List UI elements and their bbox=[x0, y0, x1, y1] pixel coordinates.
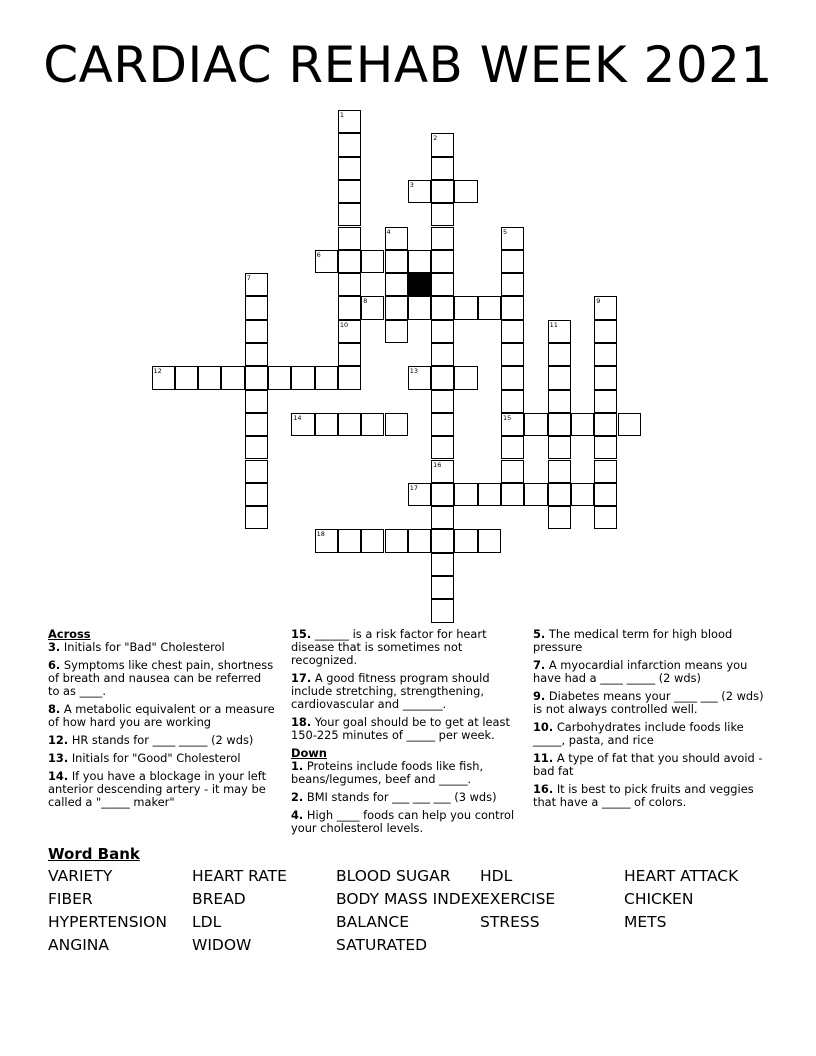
clue-number: 2 bbox=[433, 134, 438, 143]
word-bank-title: Word Bank bbox=[48, 845, 140, 863]
clue-number: 17 bbox=[409, 483, 419, 492]
grid-cell[interactable] bbox=[431, 553, 454, 576]
grid-cell[interactable] bbox=[501, 413, 524, 436]
grid-cell[interactable] bbox=[338, 203, 361, 226]
clue-down-11: 11. A type of fat that you should avoid - bad fat bbox=[533, 751, 763, 778]
grid-cell[interactable] bbox=[431, 436, 454, 459]
grid-cell[interactable] bbox=[594, 320, 617, 343]
grid-cell[interactable] bbox=[594, 436, 617, 459]
clue-down-5: 5. The medical term for high blood pressure bbox=[533, 627, 733, 654]
grid-cell[interactable] bbox=[245, 436, 268, 459]
grid-cell[interactable] bbox=[431, 390, 454, 413]
clue-number: 12 bbox=[153, 367, 162, 376]
grid-cell[interactable] bbox=[548, 413, 571, 436]
grid-cell[interactable] bbox=[245, 343, 268, 366]
grid-cell[interactable] bbox=[385, 413, 408, 436]
clue-across-6: 6. Symptoms like chest pain, shortness of breath and nausea can be referred to as ____. bbox=[48, 658, 274, 698]
grid-cell[interactable] bbox=[431, 180, 454, 203]
grid-cell[interactable] bbox=[431, 133, 454, 156]
grid-cell[interactable] bbox=[431, 576, 454, 599]
grid-cell[interactable] bbox=[385, 273, 408, 296]
clue-down-7: 7. A myocardial infarction means you have had a ____ _____ (2 wds) bbox=[533, 658, 748, 685]
grid-cell[interactable] bbox=[385, 296, 408, 319]
word-bank-item: STRESS bbox=[480, 913, 540, 931]
word-bank-item: BREAD bbox=[192, 890, 246, 908]
word-bank-item: METS bbox=[624, 913, 667, 931]
word-bank-item: HEART RATE bbox=[192, 867, 287, 885]
grid-cell[interactable] bbox=[245, 506, 268, 529]
clue-number: 5 bbox=[503, 227, 508, 236]
grid-cell[interactable] bbox=[245, 320, 268, 343]
grid-cell[interactable] bbox=[501, 227, 524, 250]
grid-cell[interactable] bbox=[571, 483, 594, 506]
grid-cell[interactable] bbox=[338, 343, 361, 366]
grid-cell[interactable] bbox=[478, 483, 501, 506]
grid-cell[interactable] bbox=[431, 460, 454, 483]
word-bank-item: BALANCE bbox=[336, 913, 410, 931]
grid-cell[interactable] bbox=[454, 366, 477, 389]
grid-cell[interactable] bbox=[315, 250, 338, 273]
grid-cell[interactable] bbox=[338, 273, 361, 296]
word-bank-item: BODY MASS INDEX bbox=[336, 890, 482, 908]
word-bank-item: FIBER bbox=[48, 890, 93, 908]
word-bank-item: HDL bbox=[480, 867, 513, 885]
clue-number: 13 bbox=[409, 367, 419, 376]
grid-cell[interactable] bbox=[361, 413, 384, 436]
grid-cell[interactable] bbox=[408, 529, 431, 552]
grid-cell[interactable] bbox=[594, 366, 617, 389]
word-bank-item: WIDOW bbox=[192, 936, 252, 954]
grid-cell[interactable] bbox=[291, 413, 314, 436]
grid-cell[interactable] bbox=[548, 390, 571, 413]
grid-cell[interactable] bbox=[315, 366, 338, 389]
grid-cell[interactable] bbox=[361, 250, 384, 273]
grid-cell[interactable] bbox=[548, 436, 571, 459]
clue-down-1: 1. Proteins include foods like fish, beans/legumes, beef and _____. bbox=[291, 759, 484, 786]
clue-number: 11 bbox=[549, 320, 558, 329]
grid-cell[interactable] bbox=[408, 366, 431, 389]
grid-cell[interactable] bbox=[338, 250, 361, 273]
grid-cell[interactable] bbox=[431, 273, 454, 296]
grid-cell[interactable] bbox=[338, 366, 361, 389]
clue-number: 7 bbox=[246, 274, 251, 283]
grid-cell[interactable] bbox=[501, 366, 524, 389]
grid-cell[interactable] bbox=[618, 413, 641, 436]
clue-number: 14 bbox=[293, 413, 302, 422]
grid-cell[interactable] bbox=[361, 296, 384, 319]
clues-column-3 bbox=[533, 628, 765, 814]
grid-cell[interactable] bbox=[501, 250, 524, 273]
clue-across-17: 17. A good fitness program should include stretching, strengthening, cardiovascular and _______. bbox=[291, 671, 490, 711]
clues-column-1 bbox=[48, 628, 276, 814]
word-bank-item: BLOOD SUGAR bbox=[336, 867, 451, 885]
grid-cell[interactable] bbox=[245, 296, 268, 319]
across-header: Across bbox=[48, 627, 91, 641]
grid-cell[interactable] bbox=[198, 366, 221, 389]
clue-across-3: 3. Initials for "Bad" Cholesterol bbox=[48, 640, 225, 654]
clue-number: 16 bbox=[433, 460, 442, 469]
grid-cell[interactable] bbox=[338, 157, 361, 180]
grid-cell[interactable] bbox=[221, 366, 244, 389]
grid-cell[interactable] bbox=[501, 273, 524, 296]
clue-number: 18 bbox=[316, 530, 325, 539]
grid-cell[interactable] bbox=[548, 320, 571, 343]
clue-number: 1 bbox=[339, 111, 345, 119]
grid-cell[interactable] bbox=[594, 343, 617, 366]
grid-cell[interactable] bbox=[501, 343, 524, 366]
grid-cell[interactable] bbox=[431, 483, 454, 506]
grid-cell[interactable] bbox=[501, 390, 524, 413]
grid-cell[interactable] bbox=[571, 413, 594, 436]
grid-cell[interactable] bbox=[454, 529, 477, 552]
clue-down-9: 9. Diabetes means your ____ ___ (2 wds) is not always controlled well. bbox=[533, 689, 764, 716]
grid-cell[interactable] bbox=[408, 180, 431, 203]
grid-cell[interactable] bbox=[501, 460, 524, 483]
clue-across-12: 12. HR stands for ____ _____ (2 wds) bbox=[48, 733, 254, 747]
grid-cell[interactable] bbox=[338, 413, 361, 436]
grid-cell[interactable] bbox=[315, 529, 338, 552]
grid-cell[interactable] bbox=[408, 483, 431, 506]
grid-cell[interactable] bbox=[454, 180, 477, 203]
clue-number: 8 bbox=[363, 297, 368, 306]
grid-cell[interactable] bbox=[431, 366, 454, 389]
clue-down-2: 2. BMI stands for ___ ___ ___ (3 wds) bbox=[291, 790, 497, 804]
grid-cell[interactable] bbox=[408, 250, 431, 273]
grid-cell[interactable] bbox=[385, 320, 408, 343]
grid-cell[interactable] bbox=[548, 460, 571, 483]
grid-cell[interactable] bbox=[385, 250, 408, 273]
grid-cell[interactable] bbox=[594, 483, 617, 506]
grid-cell[interactable] bbox=[594, 390, 617, 413]
clue-number: 15 bbox=[503, 413, 512, 422]
clue-number: 10 bbox=[339, 320, 349, 329]
clue-down-10: 10. Carbohydrates include foods like _____, pasta, and rice bbox=[533, 720, 744, 747]
grid-cell[interactable] bbox=[338, 296, 361, 319]
grid-cell[interactable] bbox=[431, 203, 454, 226]
grid-cell[interactable] bbox=[431, 157, 454, 180]
word-bank-item: VARIETY bbox=[48, 867, 113, 885]
grid-cell[interactable] bbox=[291, 366, 314, 389]
grid-cell[interactable] bbox=[501, 320, 524, 343]
grid-cell[interactable] bbox=[338, 133, 361, 156]
clue-across-18: 18. Your goal should be to get at least 150-225 minutes of _____ per week. bbox=[291, 715, 510, 742]
page-title: CARDIAC REHAB WEEK 2021 bbox=[43, 36, 773, 94]
clue-number: 4 bbox=[386, 227, 391, 236]
grid-cell[interactable] bbox=[501, 436, 524, 459]
grid-cell[interactable] bbox=[594, 296, 617, 319]
word-bank-item: SATURATED bbox=[336, 936, 428, 954]
clues-column-2 bbox=[291, 628, 517, 840]
grid-cell[interactable] bbox=[454, 483, 477, 506]
word-bank-item: HEART ATTACK bbox=[624, 867, 739, 885]
grid-cell[interactable] bbox=[431, 320, 454, 343]
grid-cell[interactable] bbox=[245, 413, 268, 436]
word-bank-item: CHICKEN bbox=[624, 890, 694, 908]
grid-cell[interactable] bbox=[245, 273, 268, 296]
grid-cell[interactable] bbox=[245, 366, 268, 389]
grid-cell[interactable] bbox=[548, 483, 571, 506]
grid-cell[interactable] bbox=[431, 413, 454, 436]
clue-down-4: 4. High ____ foods can help you control your cholesterol levels. bbox=[291, 808, 515, 835]
clue-across-14: 14. If you have a blockage in your left anterior descending artery - it may be called a "_____ maker" bbox=[48, 769, 267, 809]
grid-cell[interactable] bbox=[431, 296, 454, 319]
grid-cell[interactable] bbox=[385, 529, 408, 552]
grid-cell[interactable] bbox=[268, 366, 291, 389]
grid-cell[interactable] bbox=[175, 366, 198, 389]
grid-cell[interactable] bbox=[431, 506, 454, 529]
grid-cell[interactable] bbox=[594, 413, 617, 436]
word-bank-item: EXERCISE bbox=[480, 890, 556, 908]
grid-cell[interactable] bbox=[245, 390, 268, 413]
clue-number: 3 bbox=[409, 180, 414, 189]
grid-cell[interactable] bbox=[548, 506, 571, 529]
grid-cell[interactable] bbox=[478, 296, 501, 319]
word-bank-item: ANGINA bbox=[48, 936, 109, 954]
grid-cell[interactable] bbox=[431, 227, 454, 250]
grid-cell[interactable] bbox=[338, 529, 361, 552]
grid-cell[interactable] bbox=[501, 483, 524, 506]
grid-cell[interactable] bbox=[245, 483, 268, 506]
grid-cell[interactable] bbox=[594, 460, 617, 483]
blocked-cell bbox=[408, 273, 431, 296]
grid-cell[interactable] bbox=[431, 250, 454, 273]
grid-cell[interactable] bbox=[361, 529, 384, 552]
down-header: Down bbox=[291, 746, 327, 760]
grid-cell[interactable] bbox=[431, 599, 454, 622]
grid-cell[interactable] bbox=[338, 320, 361, 343]
grid-cell[interactable] bbox=[385, 227, 408, 250]
grid-cell[interactable] bbox=[431, 343, 454, 366]
word-bank-item: LDL bbox=[192, 913, 222, 931]
clue-across-15: 15. ______ is a risk factor for heart disease that is sometimes not recognized. bbox=[291, 627, 487, 667]
grid-cell[interactable] bbox=[338, 110, 361, 133]
grid-cell[interactable] bbox=[594, 506, 617, 529]
clue-down-16: 16. It is best to pick fruits and veggies that have a _____ of colors. bbox=[533, 782, 754, 809]
grid-cell[interactable] bbox=[408, 296, 431, 319]
grid-cell[interactable] bbox=[524, 413, 547, 436]
grid-cell[interactable] bbox=[245, 460, 268, 483]
grid-cell[interactable] bbox=[315, 413, 338, 436]
grid-cell[interactable] bbox=[454, 296, 477, 319]
clue-across-8: 8. A metabolic equivalent or a measure of how hard you are working bbox=[48, 702, 275, 729]
clue-number: 6 bbox=[316, 250, 321, 259]
clue-number: 9 bbox=[596, 297, 601, 306]
grid-cell[interactable] bbox=[501, 296, 524, 319]
grid-cell[interactable] bbox=[338, 180, 361, 203]
grid-cell[interactable] bbox=[478, 529, 501, 552]
grid-cell[interactable] bbox=[548, 343, 571, 366]
word-bank-item: HYPERTENSION bbox=[48, 913, 167, 931]
grid-cell[interactable] bbox=[548, 366, 571, 389]
grid-cell[interactable] bbox=[524, 483, 547, 506]
clue-across-13: 13. Initials for "Good" Cholesterol bbox=[48, 751, 241, 765]
grid-cell[interactable] bbox=[338, 227, 361, 250]
grid-cell[interactable] bbox=[152, 366, 175, 389]
grid-cell[interactable] bbox=[431, 529, 454, 552]
